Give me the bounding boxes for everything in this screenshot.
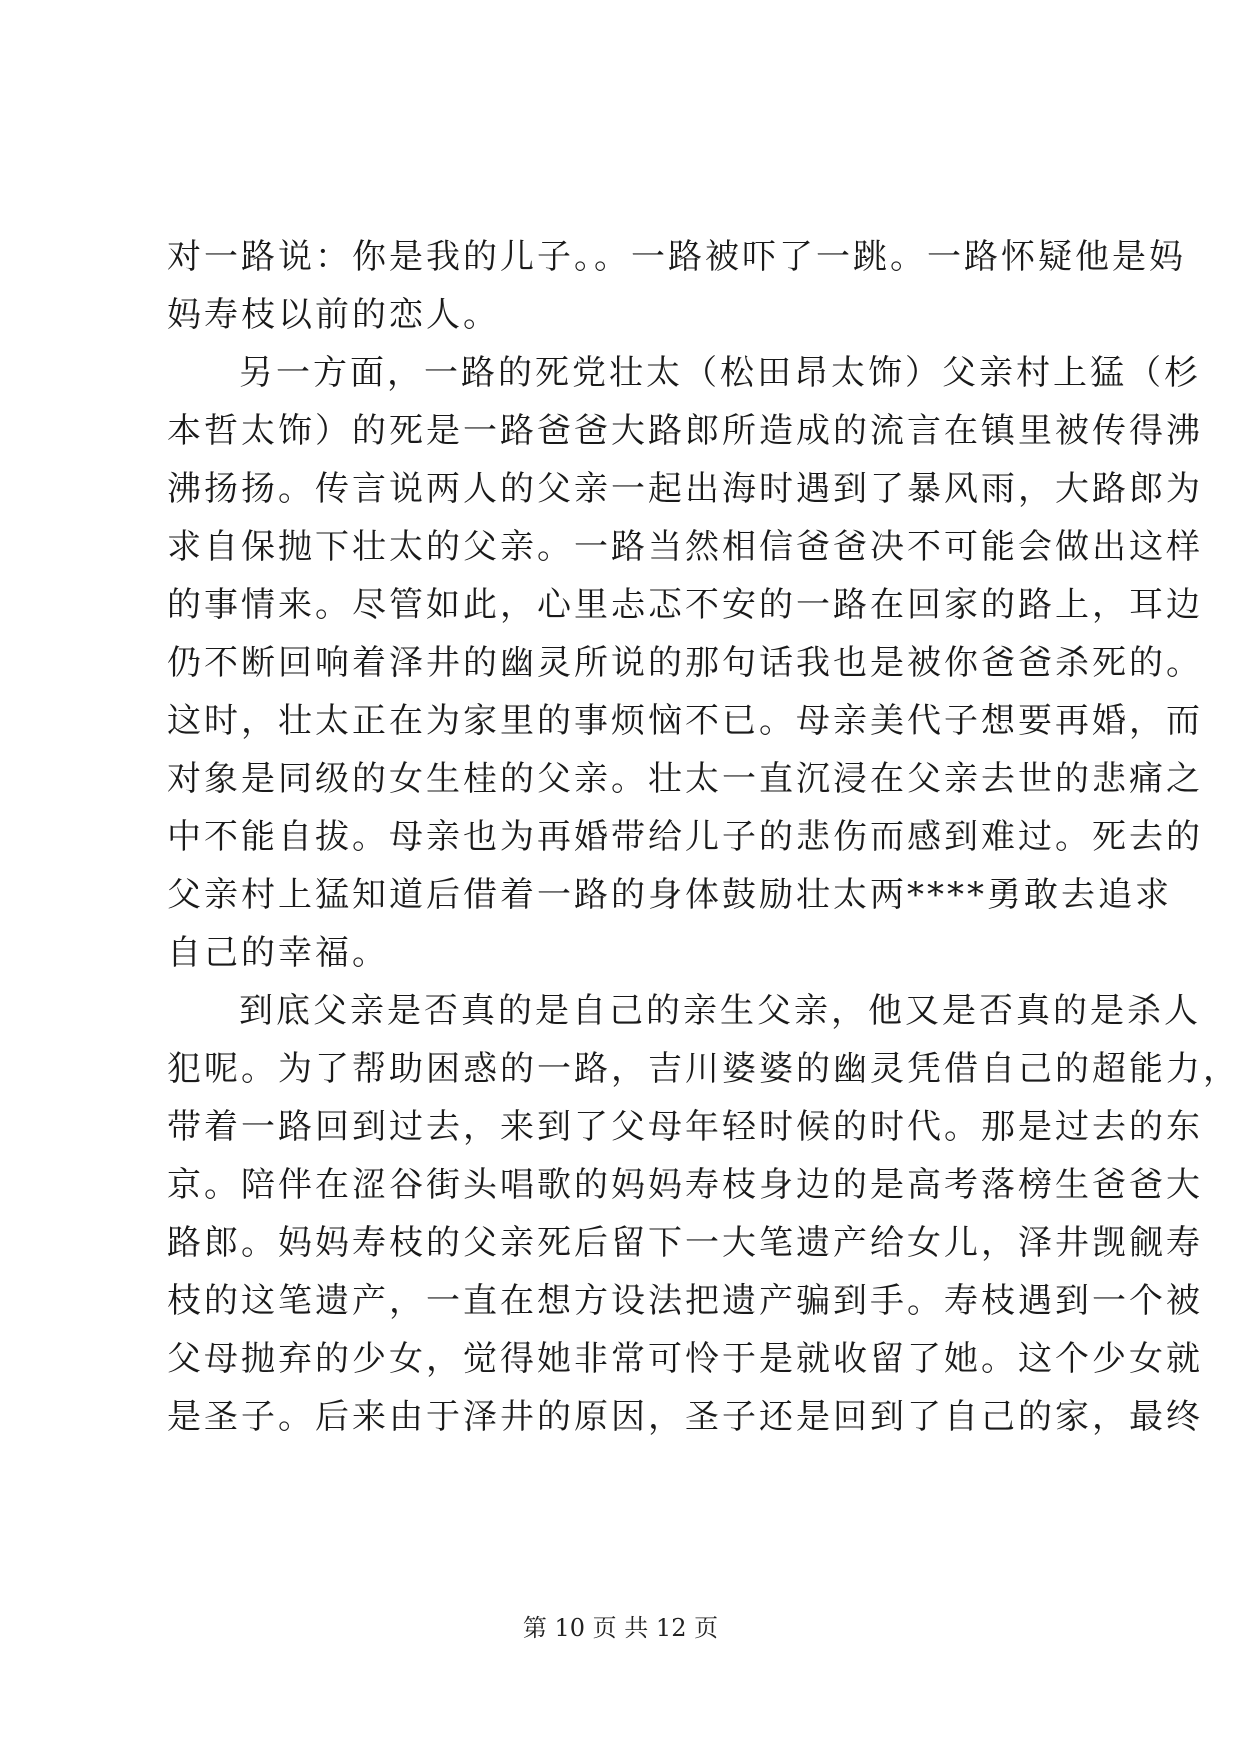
text-line: 是圣子。后来由于泽井的原因，圣子还是回到了自己的家，最终 xyxy=(167,1397,1203,1437)
text-line: 中不能自拔。母亲也为再婚带给儿子的悲伤而感到难过。死去的 xyxy=(167,817,1203,857)
text-line: 犯呢。为了帮助困惑的一路，吉川婆婆的幽灵凭借自己的超能力， xyxy=(167,1049,1240,1089)
text-line: 妈寿枝以前的恋人。 xyxy=(167,295,500,335)
text-line-indented: 到底父亲是否真的是自己的亲生父亲，他又是否真的是杀人 xyxy=(239,991,1201,1031)
paragraph-1 xyxy=(167,228,1186,344)
text-line: 枝的这笔遗产，一直在想方设法把遗产骗到手。寿枝遇到一个被 xyxy=(167,1281,1203,1321)
text-line: 本哲太饰）的死是一路爸爸大路郎所造成的流言在镇里被传得沸 xyxy=(167,411,1203,451)
text-line: 父母抛弃的少女，觉得她非常可怜于是就收留了她。这个少女就 xyxy=(167,1339,1203,1379)
text-line: 带着一路回到过去，来到了父母年轻时候的时代。那是过去的东 xyxy=(167,1107,1203,1147)
text-line: 父亲村上猛知道后借着一路的身体鼓励壮太两****勇敢去追求 xyxy=(167,875,1172,915)
text-line: 对象是同级的女生桂的父亲。壮太一直沉浸在父亲去世的悲痛之 xyxy=(167,759,1203,799)
text-line: 这时，壮太正在为家里的事烦恼不已。母亲美代子想要再婚，而 xyxy=(167,701,1203,741)
text-line: 求自保抛下壮太的父亲。一路当然相信爸爸决不可能会做出这样 xyxy=(167,527,1203,567)
text-line: 对一路说：你是我的儿子。。一路被吓了一跳。一路怀疑他是妈 xyxy=(167,237,1186,277)
text-line: 沸扬扬。传言说两人的父亲一起出海时遇到了暴风雨，大路郎为 xyxy=(167,469,1203,509)
document-body xyxy=(167,228,1240,1446)
text-line-indented: 另一方面，一路的死党壮太（松田昂太饰）父亲村上猛（杉 xyxy=(239,353,1201,393)
paragraph-3 xyxy=(167,982,1240,1446)
page-footer: 第 10 页 共 12 页 xyxy=(522,1614,719,1642)
text-line: 路郎。妈妈寿枝的父亲死后留下一大笔遗产给女儿，泽井觊觎寿 xyxy=(167,1223,1203,1263)
text-line: 自己的幸福。 xyxy=(167,933,389,973)
text-line: 仍不断回响着泽井的幽灵所说的那句话我也是被你爸爸杀死的。 xyxy=(167,643,1203,683)
text-line: 的事情来。尽管如此，心里忐忑不安的一路在回家的路上，耳边 xyxy=(167,585,1203,625)
text-line: 京。陪伴在涩谷街头唱歌的妈妈寿枝身边的是高考落榜生爸爸大 xyxy=(167,1165,1203,1205)
paragraph-2 xyxy=(167,344,1203,982)
